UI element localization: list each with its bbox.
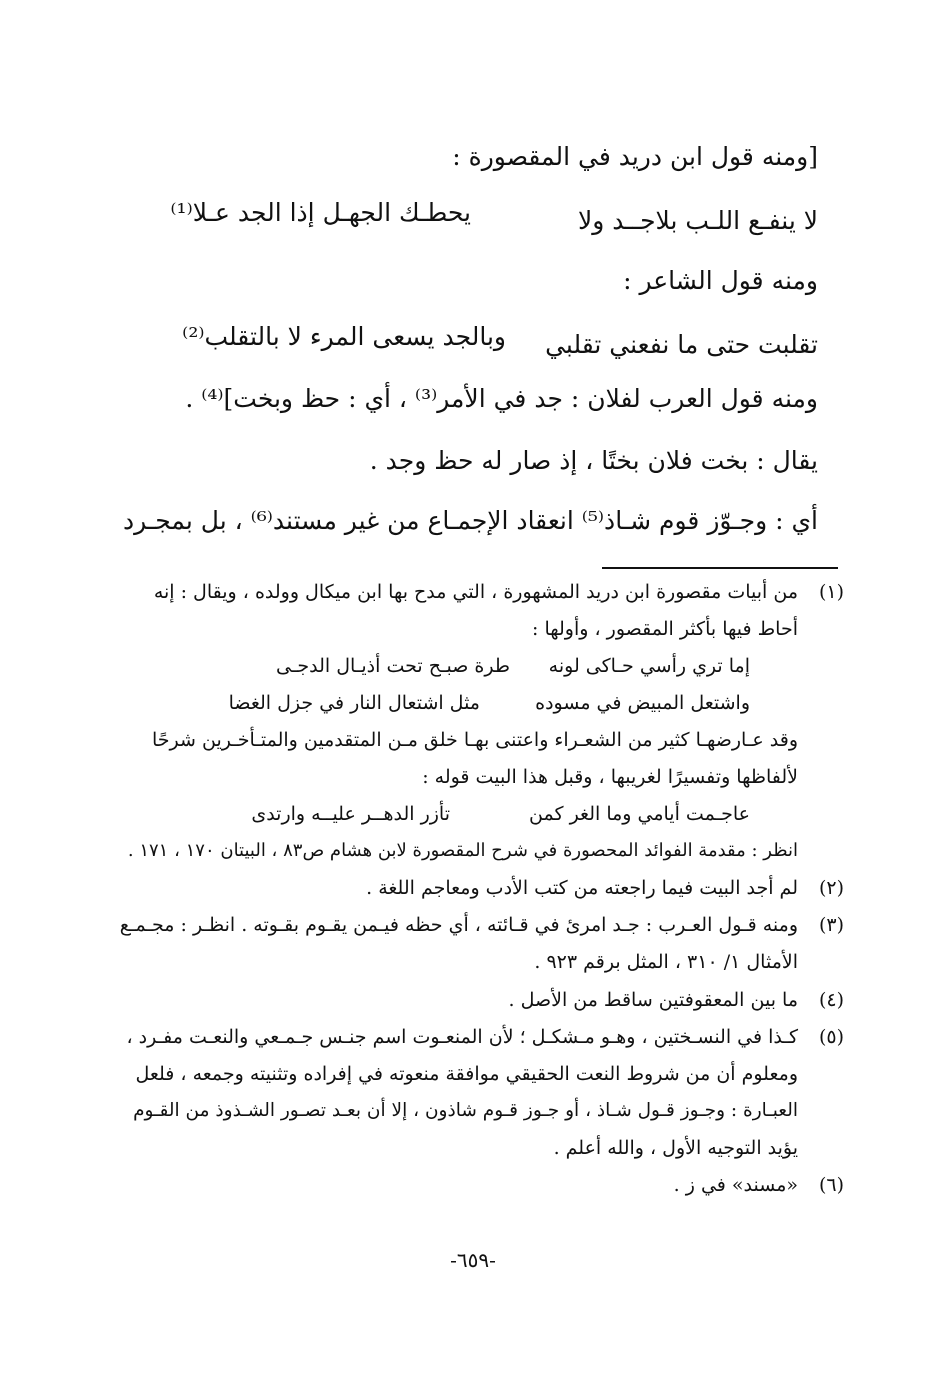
footnote-5-line-1: كـذا في النسـختين ، وهـو مـشكـل ؛ لأن المنعـوت اسم جنـس جـمـعي والنعـت مفـرد ، bbox=[126, 1026, 798, 1048]
footnote-2-number: (٢) bbox=[818, 877, 844, 899]
footnote-6-number: (٦) bbox=[818, 1174, 844, 1196]
footnote-5-line-2: ومعلوم أن من شروط النعت الحقيقي موافقة منعوته في إفراده وتثنيته وجمعه ، فلعل bbox=[135, 1063, 798, 1085]
footnote-1-line-5: انظر : مقدمة الفوائد المحصورة في شرح المقصورة لابن هشام ص٨٣ ، البيتان ١٧٠ ، ١٧١ . bbox=[127, 840, 798, 861]
verse-1-second-hemistich: يحطـك الجهـل إذا الجد عـلا⁽¹⁾ bbox=[170, 198, 471, 227]
footnote-5-line-3: العبـارة : وجـوز قـول شـاذ ، أو جـوز قـوم شاذون ، إلا أن بعـد تصـور الشـذوذ من القـوم bbox=[133, 1100, 798, 1121]
main-line-6: يقال : بخت فلان بختًا ، إذ صار له حظ وجد . bbox=[369, 446, 818, 475]
verse-2-second-hemistich: وبالجد يسعى المرء لا بالتقلب⁽²⁾ bbox=[182, 322, 506, 351]
footnote-1-number: (١) bbox=[818, 581, 844, 603]
main-line-3: ومنه قول الشاعر : bbox=[623, 266, 818, 295]
footnote-1-verse-3b: تأزر الدهــر عليــه وارتدى bbox=[251, 803, 450, 825]
footnote-4-line-1: ما بين المعقوفتين ساقط من الأصل . bbox=[508, 989, 798, 1011]
footnote-separator bbox=[602, 567, 838, 569]
footnote-3-line-1: ومنه قـول العـرب : جـد امرئ في قـائته ، أي حظه فيـمن يقـوم بقـوته . انظـر : مجـمـع bbox=[119, 914, 798, 936]
verse-2-first-hemistich: تقلبت حتى ما نفعني تقلبي bbox=[545, 330, 818, 359]
main-line-5: ومنه قول العرب لفلان : جد في الأمر⁽³⁾ ، أي : حظ وبخت]⁽⁴⁾ . bbox=[185, 384, 818, 413]
footnote-1-verse-3a: عاجـمت أيامي وما الغر كمن bbox=[529, 803, 750, 825]
footnote-3-line-2: الأمثال ١/ ٣١٠ ، المثل برقم ٩٢٣ . bbox=[534, 951, 798, 973]
main-line-1: [ومنه قول ابن دريد في المقصورة : bbox=[452, 142, 818, 171]
footnote-1-verse-1b: طرة صبـح تحت أذيـال الدجـى bbox=[275, 655, 510, 677]
footnote-2-line-1: لم أجد البيت فيما راجعته من كتب الأدب ومعاجم اللغة . bbox=[366, 877, 798, 899]
footnote-4-number: (٤) bbox=[818, 989, 844, 1011]
footnote-1-verse-2b: مثل اشتعال النار في جزل الغضا bbox=[228, 692, 480, 714]
footnote-1-line-4: لألفاظها وتفسيرًا لغريبها ، وقبل هذا البيت قوله : bbox=[422, 766, 798, 788]
page-number: -٦٥٩- bbox=[450, 1248, 496, 1272]
footnote-1-line-3: وقد عـارضهـا كثير من الشعـراء واعتنى بهـا خلق مـن المتقدمين والمتـأخـرين شرحًا bbox=[152, 729, 798, 751]
footnote-5-number: (٥) bbox=[818, 1026, 844, 1048]
footnote-1-line-2: أحاط فيها بأكثر المقصور ، وأولها : bbox=[532, 618, 798, 640]
footnote-6-line-1: «مسند» في ز . bbox=[673, 1174, 798, 1196]
verse-1-first-hemistich: لا ينفـع اللـب بلاجــد ولا bbox=[578, 206, 818, 235]
footnote-5-line-4: يؤيد التوجيه الأول ، والله أعلم . bbox=[553, 1137, 798, 1159]
footnote-1-verse-1a: إما تري رأسي حـاكى لونه bbox=[548, 655, 750, 677]
footnote-1-line-1: من أبيات مقصورة ابن دريد المشهورة ، التي مدح بها ابن ميكال وولده ، ويقال : إنه bbox=[153, 581, 798, 603]
main-line-7: أي : وجـوّز قوم شـاذ⁽⁵⁾ انعقاد الإجمـاع من غير مستند⁽⁶⁾ ، بل بمجـرد bbox=[123, 506, 818, 535]
footnote-1-verse-2a: واشتعل المبيض في مسوده bbox=[535, 692, 750, 714]
footnote-3-number: (٣) bbox=[818, 914, 844, 936]
